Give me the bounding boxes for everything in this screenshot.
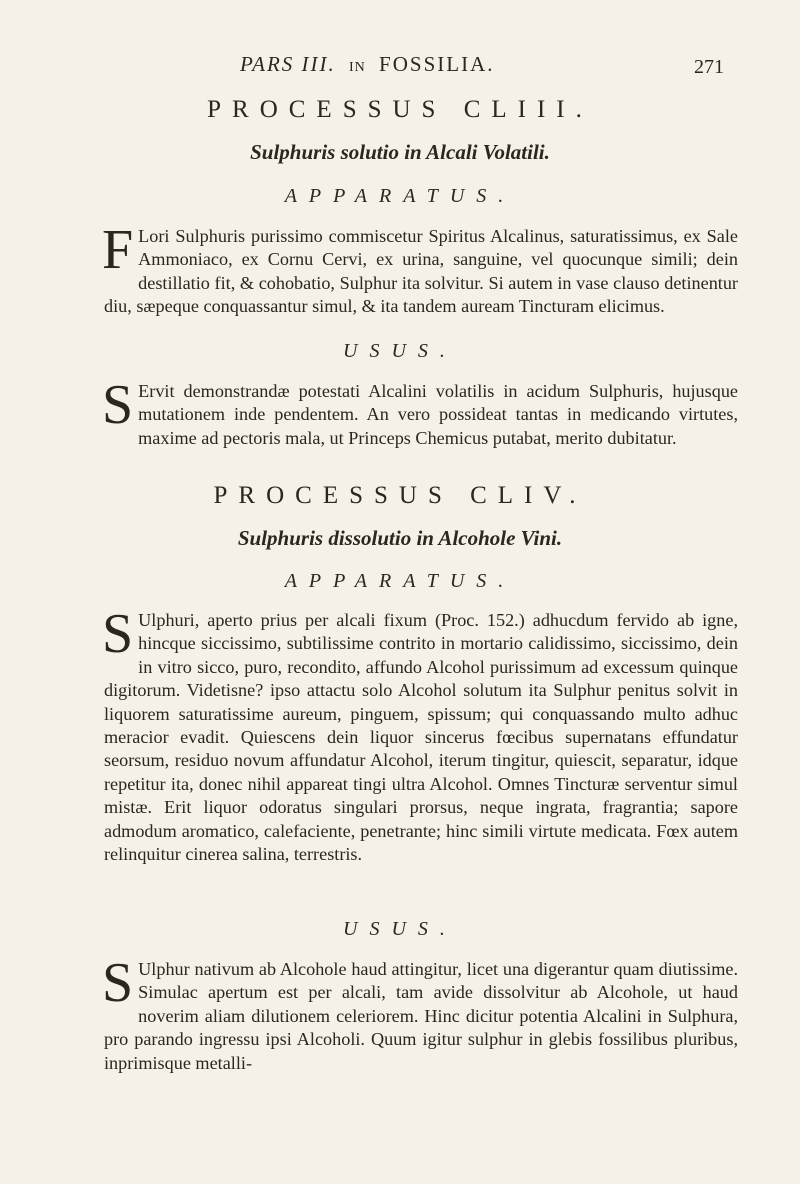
running-head-part: PARS III. (240, 52, 336, 76)
paragraph-text: Ulphur nativum ab Alcohole haud attingitur, licet una digerantur quam diutissime. Simulac apertum est per alcali, tam avide dissolvitur ab Alcohole, ut haud noverim aliam dilutionem celeriorem. Hinc dicitur potentia Alcalini in Sulphura, pro parando ingressu ipsi Alcoholi. Quum igitur sulphur in glebis fossilibus pluribus, inprimisque metalli- (104, 959, 738, 1073)
drop-cap: S (102, 374, 134, 436)
usus-heading: USUS. (343, 918, 457, 940)
usus-heading: USUS. (343, 340, 457, 362)
apparatus-heading: APPARATUS. (284, 570, 516, 592)
page-number: 271 (694, 56, 724, 78)
usus-paragraph (102, 374, 738, 450)
process-subtitle: Sulphuris solutio in Alcali Volatili. (250, 140, 550, 164)
running-head (240, 52, 600, 77)
drop-cap: S (102, 952, 134, 1014)
paragraph-text: Lori Sulphuris purissimo commiscetur Spiritus Alcalinus, saturatissimus, ex Sale Ammoniaco, ex Cornu Cervi, ex urina, sanguine, vel quocunque simili; dein destillatio fit, & cohobatio, Sulphur ita solvitur. Si autem in vase clauso detinentur diu, sæpeque conquassantur simul, & ita tandem auream Tincturam elicimus. (104, 226, 738, 317)
paragraph-text: Ervit demonstrandæ potestati Alcalini volatilis in acidum Sulphuris, hujusque mutationem inde pendentem. An vero possideat tantas in medicando virtutes, maxime ad pectoris mala, ut Princeps Chemicus putabat, merito dubitatur. (138, 381, 738, 448)
running-head-in: IN (349, 60, 366, 75)
process-title: PROCESSUS CLIII. (207, 96, 593, 123)
process-title: PROCESSUS CLIV. (213, 482, 587, 509)
apparatus-paragraph (102, 603, 738, 866)
drop-cap: F (102, 219, 134, 281)
process-subtitle: Sulphuris dissolutio in Alcohole Vini. (237, 526, 563, 550)
apparatus-heading: APPARATUS. (284, 185, 516, 207)
paragraph-text: Ulphuri, aperto prius per alcali fixum (Proc. 152.) adhucdum fervido ab igne, hincque siccissimo, subtilissime contrito in mortario calidissimo, siccissimo, dein in vitro sicco, puro, recondito, affundo Alcohol purissimum ad excessum quinque digitorum. Videtisne? ipso attactu solo Alcohol solutum ita Sulphur penitus solvit in liquorem saturatissime aureum, pinguem, spissum; qui conquassando multo adhuc meracior evadit. Quiescens dein liquor sincerus fœcibus supernatans effundatur seorsum, residuo novum affundatur Alcohol, iterum tingitur, quiescit, separatur, idque repetitur ita, donec nihil appareat tingi ultra Alcohol. Omnes Tincturæ serventur simul mistæ. Erit liquor odoratus singulari prorsus, neque ingrata, fragrantia; sapore admodum aromatico, calefaciente, penetrante; hinc simili virtute medicata. Fœx autem relinquitur cinerea salina, terrestris. (104, 610, 738, 865)
apparatus-paragraph (102, 219, 738, 319)
usus-paragraph (102, 952, 738, 1075)
drop-cap: S (102, 603, 134, 665)
running-head-section: FOSSILIA. (379, 52, 495, 76)
